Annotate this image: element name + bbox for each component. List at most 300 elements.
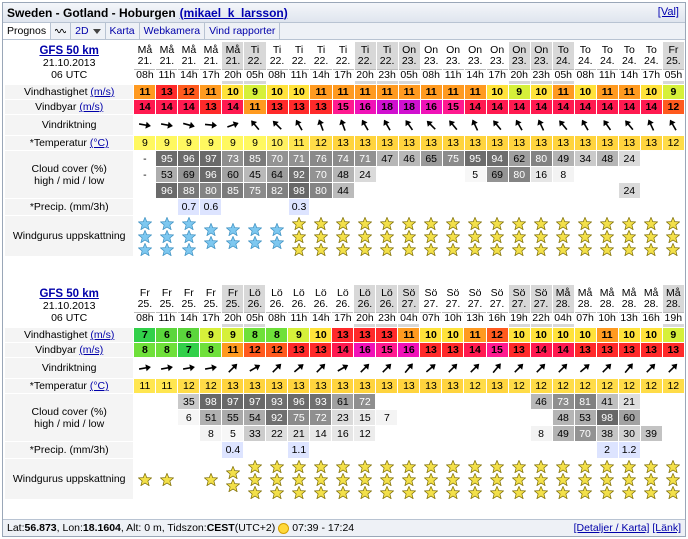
cloud-cell: 16 (332, 426, 353, 441)
gust-cell: 13 (288, 343, 309, 357)
gust-unit-link[interactable]: (m/s) (79, 344, 104, 356)
hour-label: 11h (288, 312, 309, 324)
wind-cell: 10 (222, 85, 243, 99)
wind-cell: 10 (641, 328, 662, 342)
temp-cell: 9 (178, 136, 199, 150)
cloud-cell (487, 426, 508, 441)
rating-stars-icon (663, 459, 684, 499)
cloud-cell: 96 (156, 183, 177, 198)
cloud-cell: 8 (553, 167, 574, 182)
rating-stars-icon (222, 216, 243, 256)
date-label: 25. (225, 298, 241, 310)
hour-label: 14h (466, 69, 484, 81)
model-info (5, 285, 133, 327)
gust-cell: 14 (553, 343, 574, 357)
rating-stars-icon (619, 216, 640, 256)
wind-arrow-icon (663, 115, 684, 135)
rating-stars-icon (178, 216, 199, 256)
cloud-cell: 93 (310, 394, 331, 409)
day-label: Fr (183, 287, 194, 299)
hour-label: 05h (246, 69, 264, 81)
temp-cell: 13 (443, 136, 464, 150)
cloud-cell: 53 (575, 410, 596, 425)
temp-unit-link[interactable]: (°C) (89, 380, 109, 392)
time-header (399, 42, 420, 84)
hour-label: 11h (156, 69, 177, 81)
wind-cell: 11 (597, 85, 618, 99)
temp-cell: 13 (222, 379, 243, 393)
time-header (134, 285, 155, 327)
tab-webkamera[interactable]: Webkamera (140, 23, 205, 39)
cloud-cell (398, 410, 419, 425)
rating-stars-icon (641, 216, 662, 256)
time-header (222, 285, 243, 327)
cloud-cell: 80 (509, 167, 530, 182)
cloud-cell (575, 167, 596, 182)
cloud-cell: 8 (200, 426, 221, 441)
cloud-cell: 80 (310, 183, 331, 198)
rating-stars-icon (200, 459, 221, 499)
temp-cell: 13 (288, 379, 309, 393)
hour-label: 17h (642, 69, 661, 81)
gust-cell: 13 (509, 343, 530, 357)
rating-stars-icon (597, 459, 618, 499)
cloud-cell: 72 (310, 410, 331, 425)
cloud-cell: 64 (267, 167, 288, 182)
wind-cell: 11 (597, 328, 618, 342)
lat-label: Lat: (7, 522, 25, 534)
rating-label: Windgurus uppskattning (5, 459, 133, 499)
lon-label: , Lon: (56, 522, 83, 534)
hour-label: 19h (510, 312, 528, 324)
cloud-cell (134, 183, 155, 198)
cloud-cell: 44 (333, 183, 354, 198)
precip-cell (597, 199, 618, 215)
cloud-cell (156, 394, 177, 409)
gust-cell: 8 (200, 343, 221, 357)
model-link[interactable]: GFS 50 km (39, 288, 99, 300)
wind-cell: 9 (663, 328, 684, 342)
rating-stars-icon (332, 459, 353, 499)
wind-cell: 11 (553, 85, 574, 99)
rating-stars-icon (641, 459, 662, 499)
time-header (266, 285, 287, 327)
time-header (156, 42, 177, 84)
link-link[interactable]: [Länk] (652, 522, 681, 534)
cloud-cell (641, 410, 662, 425)
rating-stars-icon (333, 216, 354, 256)
footer-links (574, 522, 681, 534)
day-label: Lö (337, 287, 349, 299)
gust-cell: 14 (332, 343, 353, 357)
wind-cell: 8 (266, 328, 287, 342)
day-label: On (534, 44, 549, 56)
cloud-cell: 97 (244, 394, 265, 409)
rating-stars-icon (619, 459, 640, 499)
forecast-run: 06 UTC (51, 312, 88, 324)
date-label: 27. (423, 298, 439, 310)
location-title: Sweden - Gotland - Hoburgen (7, 5, 176, 20)
cloud-cell: - (134, 151, 155, 166)
forecast-widget (2, 2, 686, 537)
hour-label: 08h (268, 69, 286, 81)
gust-cell: 14 (178, 100, 199, 114)
tab-karta[interactable]: Karta (106, 23, 140, 39)
wind-unit-link[interactable]: (m/s) (90, 86, 115, 98)
gust-cell: 16 (355, 100, 376, 114)
precip-cell (267, 199, 288, 215)
cloud-cell: 12 (354, 426, 375, 441)
wind-cell: 10 (619, 328, 640, 342)
time-header (200, 42, 221, 84)
cloud-cell: 95 (465, 151, 486, 166)
wind-cell: 13 (156, 85, 177, 99)
precip-cell (575, 199, 596, 215)
time-header (619, 42, 640, 84)
forecast-table-2 (4, 284, 685, 500)
cloud-cell (398, 394, 419, 409)
cloud-cell: 71 (289, 151, 310, 166)
cloud-cell (443, 167, 464, 182)
hour-label: 14h (312, 69, 330, 81)
gust-cell: 14 (575, 100, 596, 114)
wind-cell: 10 (575, 85, 596, 99)
gust-cell: 13 (442, 343, 463, 357)
hour-label: 17h (202, 312, 220, 324)
time-header (200, 285, 221, 327)
cloud-label: Cloud cover (%) high / mid / low (5, 151, 133, 198)
cloud-cell: 24 (355, 167, 376, 182)
gust-cell: 13 (619, 343, 640, 357)
cloud-cell (487, 410, 508, 425)
cloud-cell: 48 (597, 151, 618, 166)
cloud-cell: 75 (244, 183, 265, 198)
temp-cell: 12 (464, 379, 485, 393)
date-label: 24. (555, 55, 571, 67)
wind-arrow-icon (244, 115, 265, 135)
wind-arrow-icon (178, 115, 199, 135)
cloud-cell: 62 (509, 151, 530, 166)
wind-cell: 9 (222, 328, 243, 342)
cloud-cell (663, 426, 684, 441)
day-label: On (402, 44, 417, 56)
wind-arrow-icon (244, 358, 265, 378)
cloud-cell: 70 (267, 151, 288, 166)
gust-cell: 13 (289, 100, 310, 114)
hour-label: 07h (576, 312, 594, 324)
hour-label: 08h (422, 69, 440, 81)
cloud-cell: 51 (200, 410, 221, 425)
cloud-cell (509, 426, 530, 441)
gust-unit-link[interactable]: (m/s) (79, 101, 104, 113)
date-label: 24. (644, 55, 659, 67)
temp-cell: 13 (266, 379, 287, 393)
day-label: On (468, 44, 483, 56)
gust-cell: 13 (310, 343, 331, 357)
date-label: 22. (269, 55, 285, 67)
cloud-cell: 75 (443, 151, 464, 166)
lon-value: 18.1604 (82, 522, 121, 534)
wind-cell: 10 (267, 85, 288, 99)
gust-cell: 18 (399, 100, 420, 114)
rating-stars-icon (200, 216, 221, 256)
cloud-cell (442, 410, 463, 425)
precip-cell (399, 199, 420, 215)
rating-stars-icon (553, 459, 574, 499)
precip-cell (222, 199, 243, 215)
rating-stars-icon (156, 459, 177, 499)
wind-arrow-icon (134, 358, 155, 378)
date-label: 23. (423, 55, 439, 67)
gust-label: Vindbyar (m/s) (5, 343, 133, 357)
cloud-cell: 24 (619, 151, 640, 166)
cloud-cell: 98 (597, 410, 618, 425)
temp-unit-link[interactable]: (°C) (89, 137, 109, 149)
hour-label: 11h (156, 312, 177, 324)
time-header (531, 285, 552, 327)
rating-stars-icon (267, 216, 288, 256)
hour-label: 14h (180, 69, 198, 81)
temp-cell: 13 (619, 136, 640, 150)
precip-cell: 2 (597, 442, 618, 458)
time-header (487, 42, 508, 84)
hour-label: 08h (576, 69, 595, 81)
time-header (443, 42, 464, 84)
precip-cell (244, 442, 265, 458)
precip-cell (663, 442, 684, 458)
time-header (332, 285, 353, 327)
val-link[interactable]: [Val] (657, 6, 679, 18)
date-label: 25. (181, 298, 197, 310)
footer (3, 519, 685, 536)
model-link[interactable]: GFS 50 km (39, 45, 99, 57)
cloud-cell (420, 426, 441, 441)
time-header (288, 285, 309, 327)
rating-stars-icon (442, 459, 463, 499)
cloud-cell (509, 394, 530, 409)
cloud-cell: 33 (244, 426, 265, 441)
time-header (597, 42, 618, 84)
gust-cell: 13 (663, 343, 684, 357)
hour-label: 07h (422, 312, 440, 324)
rating-stars-icon (134, 459, 155, 499)
precip-cell (619, 199, 640, 215)
cloud-cell: 70 (575, 426, 596, 441)
hour-label: 13h (466, 312, 484, 324)
day-label: Lö (381, 287, 393, 299)
temp-cell: 13 (332, 379, 353, 393)
cloud-cell: 47 (377, 151, 398, 166)
date-label: 27. (489, 298, 505, 310)
precip-cell (442, 442, 463, 458)
day-label: Må (599, 287, 615, 299)
wind-unit-link[interactable]: (m/s) (90, 329, 115, 341)
cloud-cell: 16 (531, 167, 552, 182)
date-label: 28. (643, 298, 659, 310)
rating-stars-icon (398, 459, 419, 499)
cloud-cell: 14 (310, 426, 331, 441)
day-label: Sö (402, 287, 416, 299)
user-link[interactable]: (mikael_k_larsson) (179, 5, 288, 20)
day-label: On (490, 44, 505, 56)
gust-cell: 13 (641, 343, 662, 357)
wind-arrow-icon (399, 115, 420, 135)
cloud-cell: 97 (200, 151, 221, 166)
day-label: Fr (205, 287, 216, 299)
precip-cell (641, 442, 662, 458)
precip-cell (553, 199, 574, 215)
temp-cell: 12 (310, 136, 331, 150)
time-header (267, 42, 288, 84)
time-header (134, 42, 155, 84)
cloud-cell: 45 (244, 167, 265, 182)
wind-arrow-icon (575, 115, 596, 135)
cloud-cell: 98 (200, 394, 221, 409)
rating-stars-icon (244, 216, 265, 256)
precip-cell: 1.2 (619, 442, 640, 458)
cloud-cell: 97 (222, 394, 243, 409)
date-label: 25. (203, 298, 219, 310)
day-label: Fr (161, 287, 172, 299)
precip-cell (443, 199, 464, 215)
gust-cell: 16 (398, 343, 419, 357)
temp-cell: 9 (156, 136, 177, 150)
sun-icon (278, 523, 289, 534)
hour-label: 11h (289, 69, 310, 81)
rating-stars-icon (421, 216, 442, 256)
date-label: 21. (203, 55, 219, 67)
details-map-link[interactable]: [Detaljer / Karta] (573, 522, 650, 534)
cloud-cell (134, 394, 155, 409)
cloud-cell: 48 (553, 410, 574, 425)
gust-cell: 14 (222, 100, 243, 114)
wind-cell: 13 (332, 328, 353, 342)
rating-stars-icon (663, 216, 684, 256)
cloud-cell: 85 (244, 151, 265, 166)
cloud-cell: 81 (575, 394, 596, 409)
cloud-cell: 22 (266, 426, 287, 441)
wind-label: Vindhastighet (m/s) (5, 328, 133, 342)
precip-cell (134, 199, 155, 215)
wind-arrow-icon (289, 115, 310, 135)
temp-cell: 13 (465, 136, 486, 150)
wind-cell: 11 (619, 85, 640, 99)
hour-label: 10h (444, 312, 462, 324)
day-label: To (579, 44, 591, 56)
time-header (420, 285, 441, 327)
cloud-cell: 92 (289, 167, 310, 182)
day-label: To (601, 44, 613, 56)
tab-vind-rapporter[interactable]: Vind rapporter (205, 23, 280, 39)
precip-cell (575, 442, 596, 458)
temp-cell: 12 (597, 379, 618, 393)
rating-stars-icon (222, 459, 243, 499)
cloud-cell: 69 (487, 167, 508, 182)
day-label: Lö (249, 287, 261, 299)
hour-label: 04h (554, 312, 572, 324)
wind-arrow-icon (619, 115, 640, 135)
wind-arrow-icon (377, 115, 398, 135)
cloud-cell: 21 (619, 394, 640, 409)
gust-cell: 14 (509, 100, 530, 114)
day-label: Fr (668, 44, 679, 56)
gust-cell: 11 (244, 100, 265, 114)
tab-2d[interactable]: 2D (71, 23, 105, 39)
cloud-cell: 39 (641, 426, 662, 441)
precip-cell (266, 442, 287, 458)
wind-arrow-icon (200, 358, 221, 378)
cloud-cell (641, 167, 662, 182)
day-label: Lö (293, 287, 305, 299)
gust-cell: 13 (420, 343, 441, 357)
time-header (575, 285, 596, 327)
wind-arrow-icon (310, 358, 331, 378)
wind-cell: 11 (464, 328, 485, 342)
rating-stars-icon (509, 216, 530, 256)
hour-label: 05h (664, 69, 683, 81)
precip-cell (332, 442, 353, 458)
date-label: 27. (445, 298, 461, 310)
time-header (178, 285, 199, 327)
direction-label: Vindriktning (5, 115, 133, 135)
temp-cell: 13 (421, 136, 442, 150)
time-header (553, 42, 574, 84)
cloud-cell (487, 394, 508, 409)
date-label: 26. (335, 298, 351, 310)
gust-cell: 14 (597, 100, 618, 114)
date-label: 26. (269, 298, 285, 310)
rating-stars-icon (355, 216, 376, 256)
wind-arrow-icon (222, 358, 243, 378)
wind-cell: 11 (377, 85, 398, 99)
wind-arrow-icon (178, 358, 199, 378)
tab-bar (3, 23, 685, 40)
hour-label: 05h (246, 312, 264, 324)
wave-icon[interactable] (51, 23, 71, 39)
rating-stars-icon (575, 216, 596, 256)
cloud-cell: 80 (531, 151, 552, 166)
chevron-down-icon[interactable] (93, 29, 101, 34)
cloud-cell (575, 183, 596, 198)
temp-cell: 13 (398, 379, 419, 393)
temp-cell: 9 (222, 136, 243, 150)
cloud-cell (421, 183, 442, 198)
tab-prognos[interactable]: Prognos (3, 23, 51, 39)
date-label: 24. (621, 55, 637, 67)
cloud-cell (178, 426, 199, 441)
wind-cell: 11 (200, 85, 221, 99)
time-header (333, 42, 354, 84)
cloud-cell: 65 (421, 151, 442, 166)
day-label: Må (666, 287, 681, 299)
wind-cell: 7 (134, 328, 155, 342)
cloud-cell: 60 (619, 410, 640, 425)
cloud-cell (399, 183, 420, 198)
cloud-cell: 85 (222, 183, 243, 198)
wind-cell: 11 (355, 85, 376, 99)
date-label: 25. (666, 55, 681, 67)
cloud-cell: 6 (178, 410, 199, 425)
hour-label: 23h (532, 69, 550, 81)
rating-stars-icon (465, 216, 486, 256)
time-header (509, 285, 530, 327)
cloud-cell: 48 (333, 167, 354, 182)
time-header (641, 285, 662, 327)
precip-cell (465, 199, 486, 215)
date-label: 23. (467, 55, 483, 67)
day-label: On (512, 44, 527, 56)
cloud-cell (509, 410, 530, 425)
